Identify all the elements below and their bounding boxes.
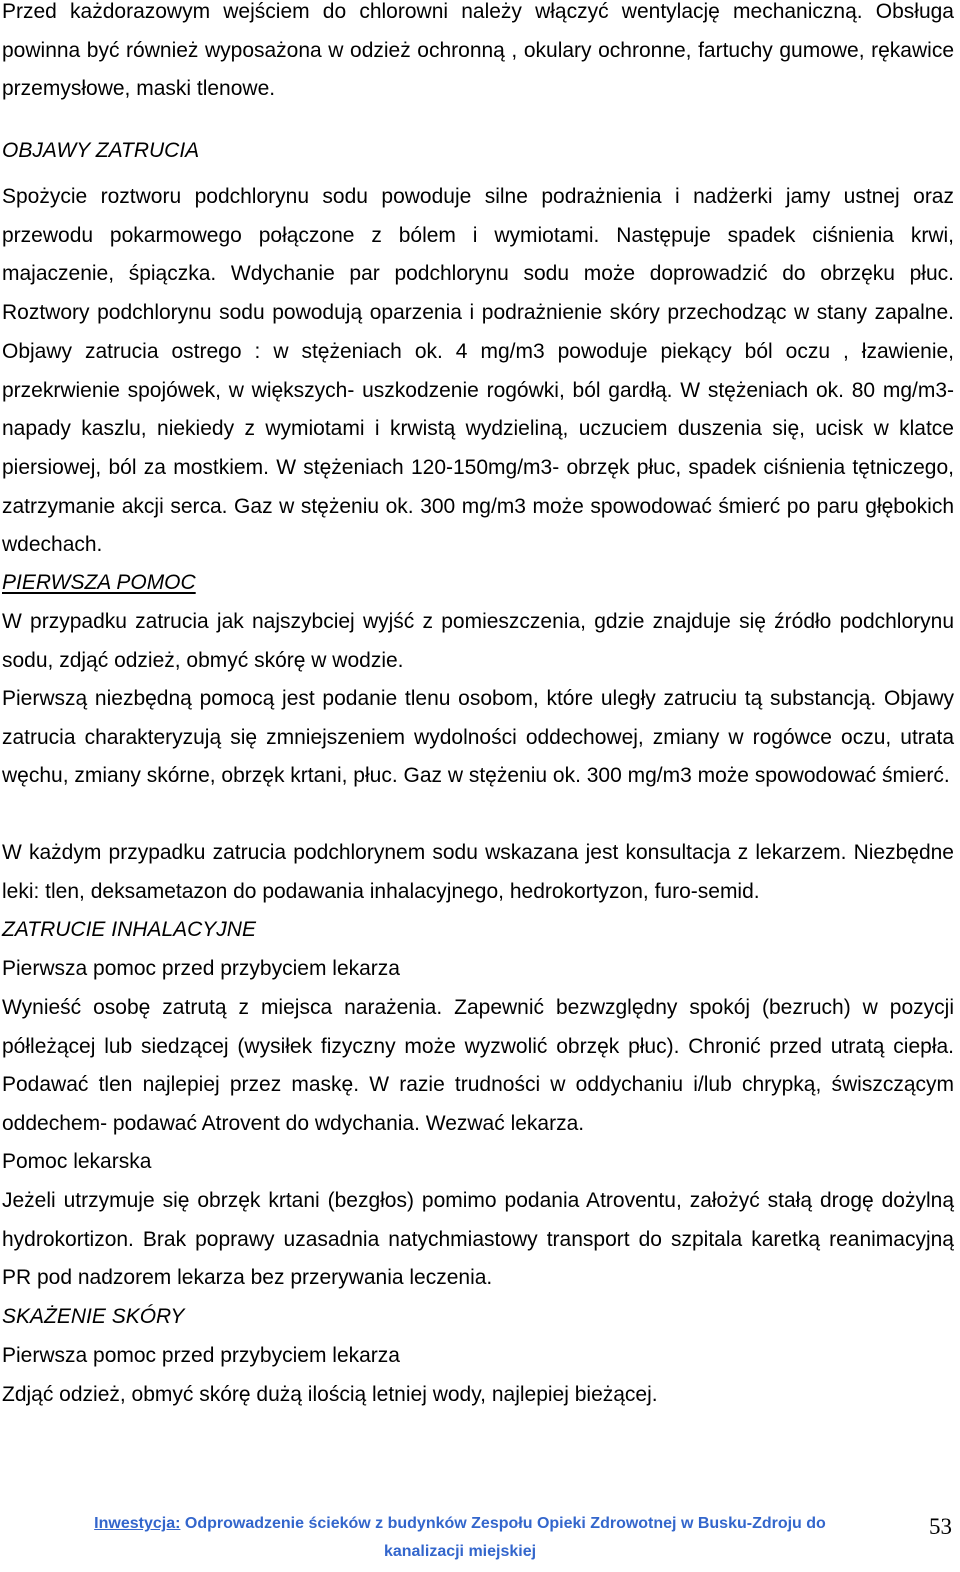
pierwsza-pomoc-paragraph-1: W przypadku zatrucia jak najszybciej wyjść z pomieszczenia, gdzie znajduje się źródło podchlorynu sodu, zdjąć odzież, obmyć skórę w wodzie.	[2, 610, 954, 672]
heading-objawy-zatrucia: OBJAWY ZATRUCIA	[2, 139, 200, 162]
pierwsza-pomoc-paragraph-3: W każdym przypadku zatrucia podchlorynem sodu wskazana jest konsultacja z lekarzem. Niezbędne leki: tlen, deksametazon do podawania inhalacyjnego, hedrokortyzon, furo-semid.	[2, 841, 954, 903]
intro-paragraph: Przed każdorazowym wejściem do chlorowni należy włączyć wentylację mechaniczną. Obsługa powinna być również wyposażona w odzież ochronną , okulary ochronne, fartuchy gumowe, rękawice przemysłowe, maski tlenowe.	[2, 0, 954, 101]
heading-skazenie-skory: SKAŻENIE SKÓRY	[2, 1305, 185, 1328]
inhalacyjne-paragraph-2: Jeżeli utrzymuje się obrzęk krtani (bezgłos) pomimo podania Atroventu, założyć stałą drogę dożylną hydrokortizon. Brak poprawy uzasadnia natychmiastowy transport do szpitala karetką reanimacyjną PR pod nadzorem lekarza bez przerywania leczenia.	[2, 1189, 954, 1290]
footer-investment-label: Inwestycja:	[94, 1515, 181, 1532]
heading-pierwsza-pomoc: PIERWSZA POMOC	[2, 571, 196, 594]
footer-investment-text-line1: Odprowadzenie ścieków z budynków Zespołu Opieki Zdrowotnej w Busku-Zdroju do	[180, 1515, 826, 1532]
skora-subheading-1: Pierwsza pomoc przed przybyciem lekarza	[2, 1344, 400, 1367]
inhalacyjne-subheading-2: Pomoc lekarska	[2, 1150, 152, 1173]
inhalacyjne-paragraph-1: Wynieść osobę zatrutą z miejsca narażenia. Zapewnić bezwzględny spokój (bezruch) w pozycji półleżącej lub siedzącej (wysiłek fizyczny może wyzwolić obrzęk płuc). Chronić przed utratą ciepła. Podawać tlen najlepiej przez maskę. W razie trudności w oddychaniu i/lub chrypką, świszczącym oddechem- podawać Atrovent do wdychania. Wezwać lekarza.	[2, 996, 954, 1136]
inhalacyjne-subheading-1: Pierwsza pomoc przed przybyciem lekarza	[2, 957, 400, 980]
heading-zatrucie-inhalacyjne: ZATRUCIE INHALACYJNE	[2, 918, 256, 941]
pierwsza-pomoc-paragraph-2: Pierwszą niezbędną pomocą jest podanie tlenu osobom, które uległy zatruciu tą substancją. Objawy zatrucia charakteryzują się zmniejszeniem wydolności oddechowej, zmiany w rogówce oczu, utrata węchu, zmiany skórne, obrzęk krtani, płuc. Gaz w stężeniu ok. 300 mg/m3 może spowodować śmierć.	[2, 687, 954, 788]
footer-investment-text-line2: kanalizacji miejskiej	[383, 1543, 537, 1560]
skora-paragraph-1: Zdjąć odzież, obmyć skórę dużą ilością letniej wody, najlepiej bieżącej.	[2, 1383, 658, 1406]
page-footer	[0, 1510, 920, 1566]
page-number: 53	[929, 1514, 952, 1539]
objawy-paragraph: Spożycie roztworu podchlorynu sodu powoduje silne podrażnienia i nadżerki jamy ustnej oraz przewodu pokarmowego połączone z bólem i wymiotami. Następuje spadek ciśnienia krwi, majaczenie, śpiączka. Wdychanie par podchlorynu sodu może doprowadzić do obrzęku płuc. Roztwory podchlorynu sodu powodują oparzenia i podrażnienie skóry przechodząc w stany zapalne. Objawy zatrucia ostrego : w stężeniach ok. 4 mg/m3 powoduje piekący ból oczu , łzawienie, przekrwienie spojówek, w większych- uszkodzenie rogówki, ból gardłą. W stężeniach ok. 80 mg/m3- napady kaszlu, niekiedy z wymiotami i krwistą wydzieliną, uczuciem duszenia się, ucisk w klatce piersiowej, ból za mostkiem. W stężeniach 120-150mg/m3- obrzęk płuc, spadek ciśnienia tętniczego, zatrzymanie akcji serca. Gaz w stężeniu ok. 300 mg/m3 może spowodować śmierć po paru głębokich wdechach.	[2, 185, 954, 557]
